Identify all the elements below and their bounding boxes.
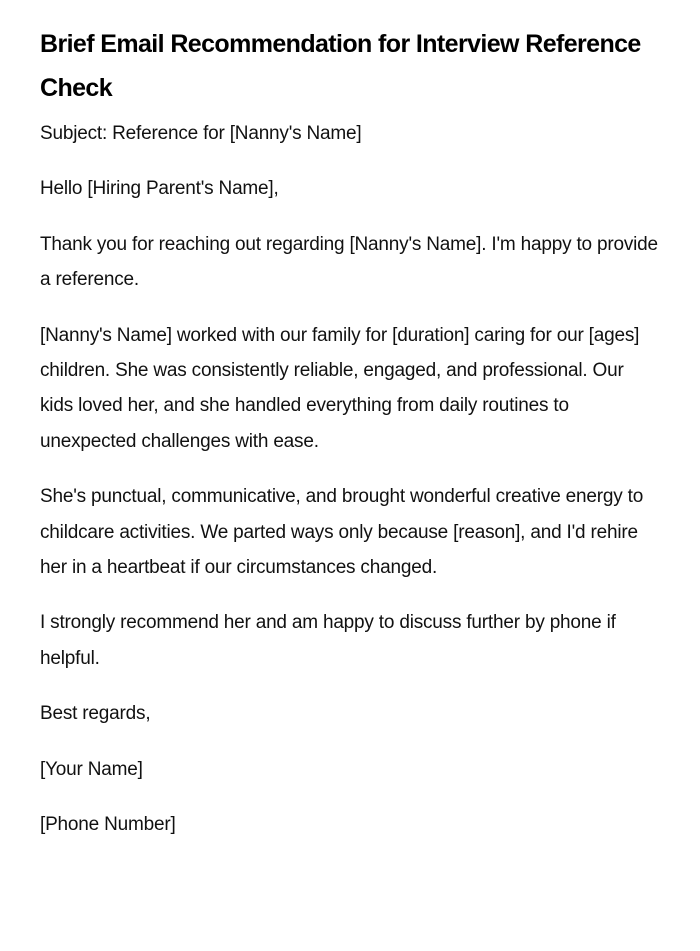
email-greeting: Hello [Hiring Parent's Name], [40,178,279,200]
email-subject: Subject: Reference for [Nanny's Name] [40,123,362,144]
body-paragraph-experience: [Nanny's Name] worked with our family for [duration] caring for our [ages] children. She was consistently reliable, engaged, and professional. Our kids loved her, and she handled everything from daily routines to unexpected challenges with ease. [40,324,640,452]
body-paragraph-qualities: She's punctual, communicative, and brought wonderful creative energy to childcare activities. We parted ways only because [reason], and I'd rehire her in a heartbeat if our circumstances changed. [40,486,644,579]
email-closing: Best regards, [40,703,151,725]
body-paragraph-thanks: Thank you for reaching out regarding [Nanny's Name]. I'm happy to provide a reference. [40,233,658,291]
body-paragraph-recommendation: I strongly recommend her and am happy to discuss further by phone if helpful. [40,612,616,669]
signature-phone: [Phone Number] [40,814,176,836]
signature-name: [Your Name] [40,758,143,780]
document-title: Brief Email Recommendation for Interview Reference Check [40,30,641,102]
